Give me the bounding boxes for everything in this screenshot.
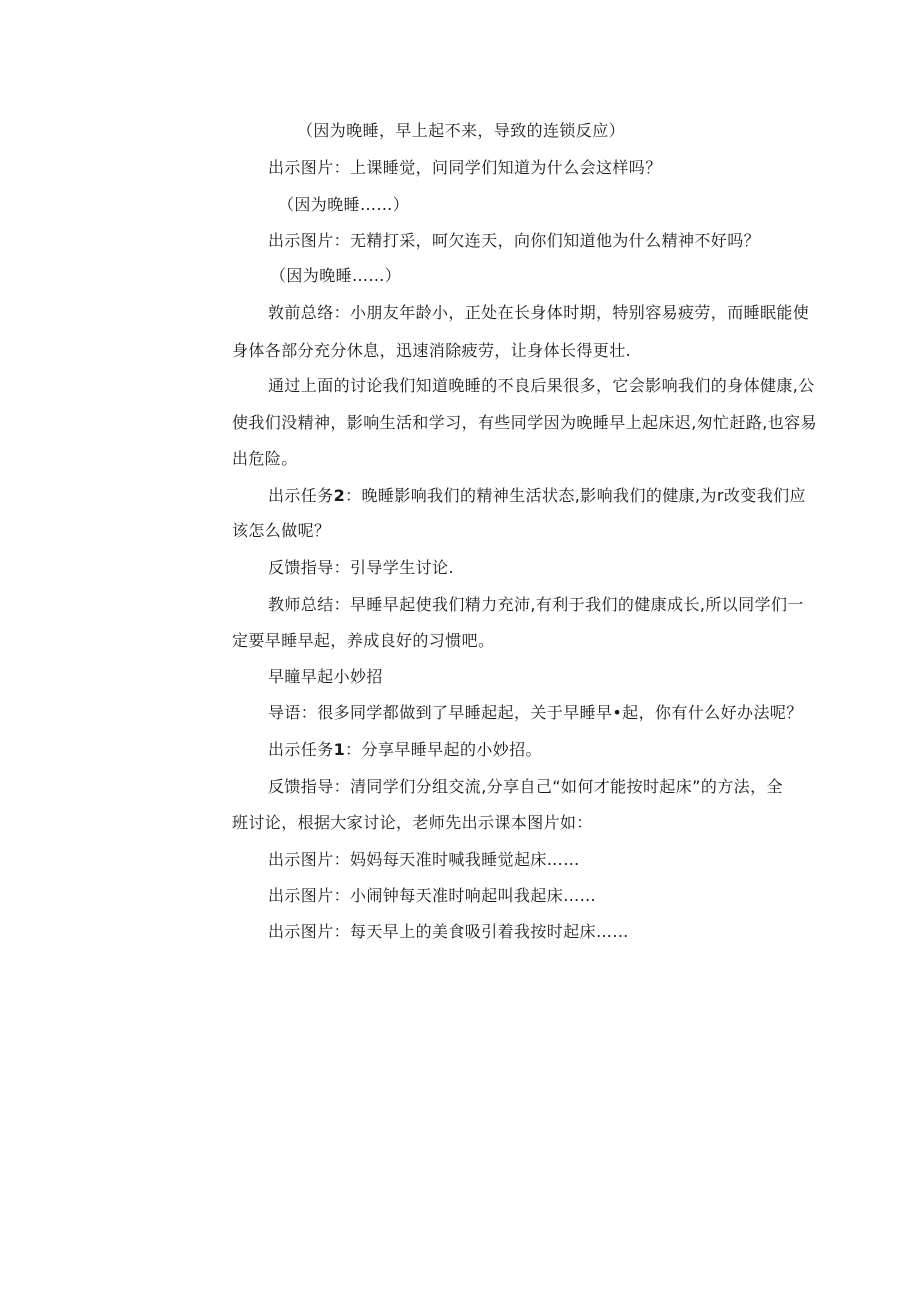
- paragraph-line: 通过上面的讨论我们知道晚睡的不良后果很多，它会影响我们的身体健康,公: [268, 376, 815, 395]
- paragraph-line: 班讨论，根据大家讨论，老师先出示课本图片如：: [232, 813, 593, 832]
- paragraph-line: 出示图片：妈妈每天准时喊我睡觉起床……: [268, 850, 580, 869]
- task-1-number: 1: [333, 740, 346, 759]
- paragraph-line: 出示图片：上课睡觉，问同学们知道为什么会这样吗？: [268, 158, 662, 177]
- paragraph-line: 出示图片：无精打采，呵欠连天，向你们知道他为什么精神不好吗？: [268, 231, 761, 250]
- task-1-prefix: 出示任务: [268, 740, 334, 759]
- paragraph-line: （因为晚睡……）: [270, 266, 402, 285]
- paragraph-line: 定要早睡早起，养成良好的习惯吧。: [232, 631, 495, 650]
- task-1-line: [268, 740, 542, 760]
- section-heading: 早瞳早起小妙招: [268, 667, 383, 686]
- paragraph-line: 教师总结：早睡早起使我们精力充沛,有利于我们的健康成长,所以同学们一: [268, 595, 804, 614]
- paragraph-line: （因为晚睡，早上起不来，导致的连锁反应）: [297, 121, 626, 140]
- task-1-text: ：分享早睡早起的小妙招。: [345, 740, 542, 759]
- paragraph-line: 出示图片：小闹钟每天准时响起叫我起床……: [268, 886, 597, 905]
- paragraph-line: 出危险。: [232, 449, 298, 468]
- task-2-prefix: 出示任务: [268, 486, 334, 505]
- paragraph-line: 反馈指导：清同学们分组交流,分享自己“如何才能按时起床”的方法，全: [268, 777, 783, 796]
- paragraph-line: 导语：很多同学都做到了早睡起起，关于早睡早•起，你有什么好办法呢？: [268, 703, 803, 722]
- paragraph-line: 敦前总络：小朋友年龄小，正处在长身体时期，特别容易疲劳，而睡眠能使: [268, 303, 810, 322]
- paragraph-line: 反馈指导：引导学生讨论.: [268, 558, 454, 577]
- paragraph-line: 使我们没精神，影响生活和学习，有些同学因为晚睡早上起床迟,匆忙赶路,也容易: [232, 413, 817, 432]
- paragraph-line: 身体各部分充分休息，迅速消除疲劳，让身体长得更壮.: [232, 341, 632, 360]
- paragraph-line: 出示图片：每天早上的美食吸引着我按时起床……: [268, 922, 629, 941]
- task-2-text: ：晚睡影响我们的精神生活状态,影响我们的健康,为r改变我们应: [345, 486, 806, 505]
- task-2-number: 2: [333, 486, 346, 505]
- task-2-line: [268, 486, 806, 506]
- paragraph-line: 该怎么做呢？: [232, 521, 331, 540]
- paragraph-line: （因为晚睡……）: [278, 195, 410, 214]
